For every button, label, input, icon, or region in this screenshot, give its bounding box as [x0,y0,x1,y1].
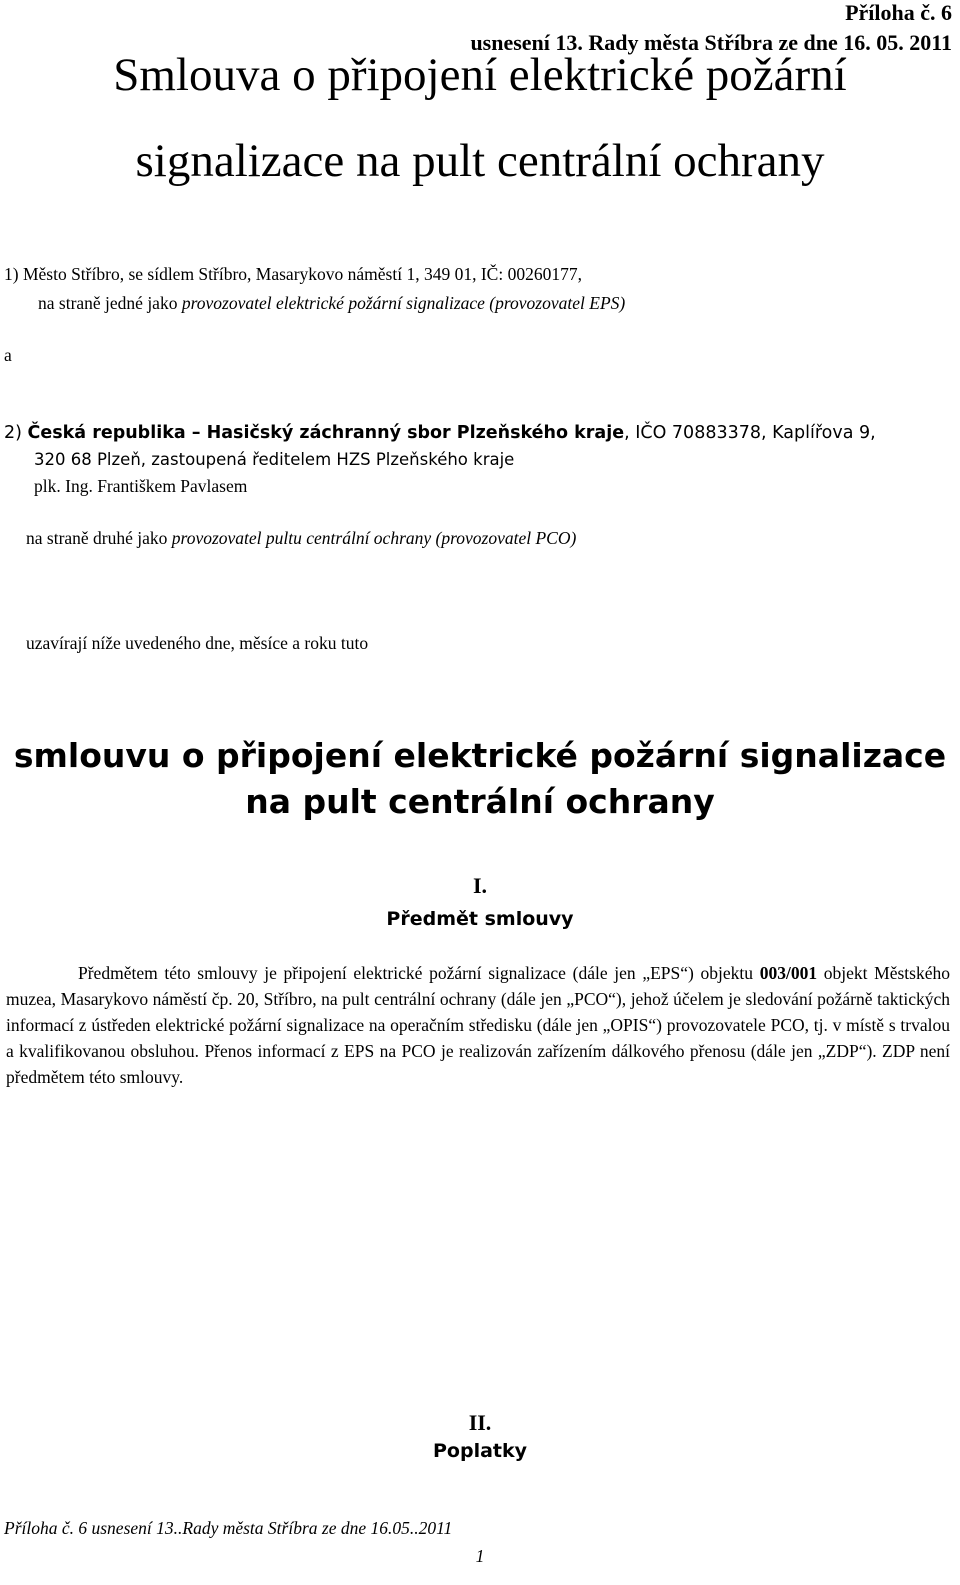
attachment-label: Příloha č. 6 [845,0,952,25]
section-1-body [6,960,950,1090]
party2-identification [4,423,876,443]
party1-role-line [38,293,625,314]
party2-role: provozovatel pultu centrální ochrany (provozovatel PCO) [171,528,577,548]
contract-heading-line-1: smlouvu o připojení elektrické požární signalizace [13,736,947,775]
page-number: 1 [475,1546,485,1566]
conjunction-and: a [4,345,12,365]
party2-details: , IČO 70883378, Kaplířova 9, [624,423,876,443]
contract-heading-line-2: na pult centrální ochrany [245,782,715,821]
section-1-text-a: Předmětem této smlouvy je připojení elektrické požární signalizace (dále jen „EPS“) objektu [78,963,760,983]
section-1-title: Předmět smlouvy [386,908,574,930]
party1-role: provozovatel elektrické požární signalizace (provozovatel EPS) [181,293,626,313]
footer-text: Příloha č. 6 usnesení 13..Rady města Stříbra ze dne 16.05..2011 [4,1518,453,1538]
document-title-line-1: Smlouva o připojení elektrické požární [113,49,847,101]
party2-name: Česká republika – Hasičský záchranný sbor Plzeňského kraje [27,423,625,443]
section-1-number: I. [472,873,488,898]
agreement-intro: uzavírají níže uvedeného dne, měsíce a roku tuto [26,633,369,653]
party2-number: 2) [4,423,28,443]
section-1-text-b: objekt Městského muzea, Masarykovo náměstí čp. 20, Stříbro, na pult centrální ochrany (dále jen „PCO“), jehož účelem je sledování požárně taktických informací z ústředen elektrické požární signalizace na operačním středisku (dále jen „OPIS“) provozovatele PCO, tj. v místě s trvalou a kvalifikovanou obsluhou. Přenos informací z EPS na PCO je realizován zařízením dálkového přenosu (dále jen „ZDP“). ZDP není předmětem této smlouvy. [6,963,950,1087]
party2-representative: plk. Ing. Františkem Pavlasem [34,476,248,496]
party1-role-prefix: na straně jedné jako [38,293,182,313]
section-2-title: Poplatky [432,1440,528,1462]
party2-role-line [26,528,576,549]
section-2-number: II. [468,1410,492,1435]
resolution-line: usnesení 13. Rady města Stříbra ze dne 16. 05. 2011 [470,30,952,55]
party1-identification: 1) Město Stříbro, se sídlem Stříbro, Masarykovo náměstí 1, 349 01, IČ: 00260177, [4,264,582,284]
party2-role-prefix: na straně druhé jako [26,528,172,548]
section-1-object-code: 003/001 [759,963,818,983]
party2-address: 320 68 Plzeň, zastoupená ředitelem HZS Plzeňského kraje [34,450,515,469]
document-title-line-2: signalizace na pult centrální ochrany [135,135,825,187]
